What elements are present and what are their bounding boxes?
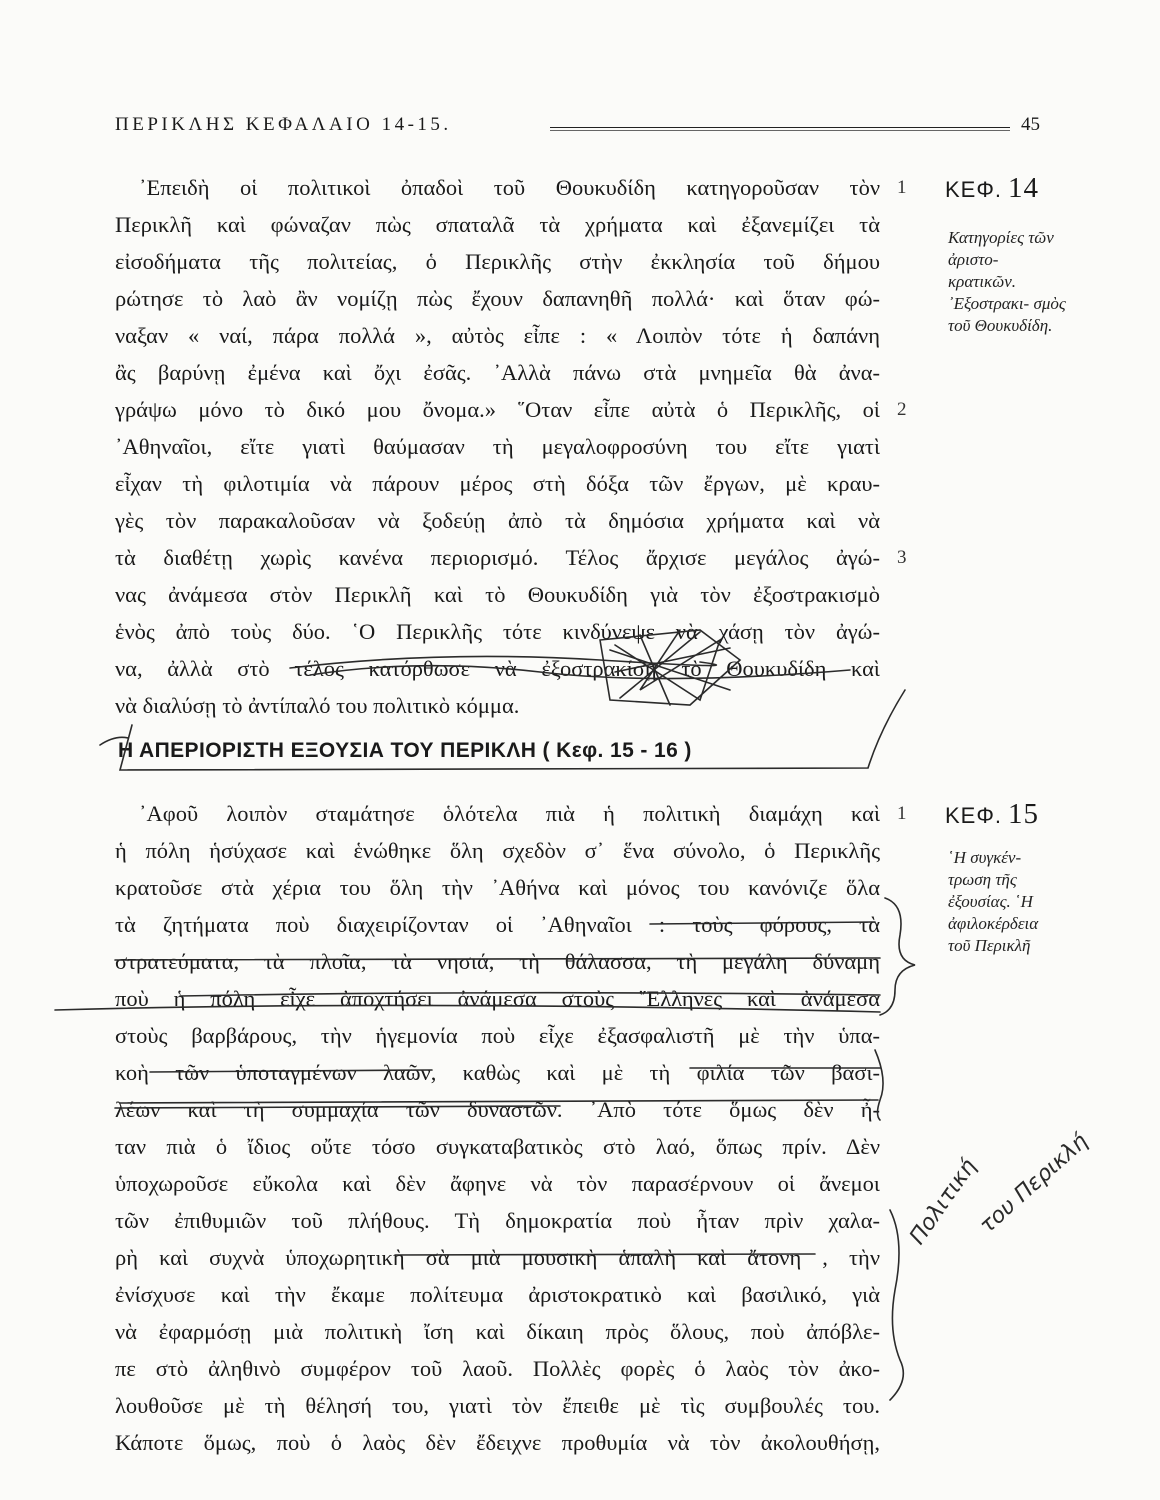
chapter-15-margin-note: ῾Η συγκέν- τρωση τῆς ἐξουσίας. ῾Η ἀφιλοκέρδεια τοῦ Περικλῆ: [948, 848, 1039, 955]
text-line: ᾿Αθηναῖοι, εἴτε γιατὶ θαύμασαν τὴ μεγαλοφροσύνη του εἴτε γιατὶ: [115, 434, 880, 459]
chapter-14-label: [945, 172, 1039, 205]
text-line: ἑνὸς ἀπὸ τοὺς δύο. ῾Ο Περικλῆς τότε κινδύνεψε νὰ χάσῃ τὸν ἀγώ-: [115, 619, 880, 644]
paragraph-number: 1: [897, 803, 907, 824]
text-line: Περικλῆ καὶ φώναζαν πὼς σπαταλᾶ τὰ χρήματα καὶ ἐξανεμίζει τὰ: [115, 212, 880, 237]
handwritten-word: του Περικλή: [975, 1128, 1093, 1239]
chapter-number: 14: [1008, 172, 1040, 204]
curly-brace: [880, 898, 915, 1015]
text-line: ᾿Αφοῦ λοιπὸν σταμάτησε ὁλότελα πιὰ ἡ πολιτικὴ διαμάχη καὶ: [139, 801, 880, 826]
text-line: ρώτησε τὸ λαὸ ἂν νομίζῃ πὼς ἔχουν δαπανηθῆ πολλά· καὶ ὅταν φώ-: [115, 286, 880, 311]
text-line: εἰσοδήματα τῆς πολιτείας, ὁ Περικλῆς στὴν ἐκκλησία τοῦ δήμου: [115, 249, 880, 274]
section-heading: Η ΑΠΕΡΙΟΡΙΣΤΗ ΕΞΟΥΣΙΑ ΤΟΥ ΠΕΡΙΚΛΗ ( Κεφ. 15 - 16 ): [118, 739, 692, 762]
text-line: Κάποτε ὅμως, ποὺ ὁ λαὸς δὲν ἔδειχνε προθυμία νὰ τὸν ἀκολουθήσῃ,: [115, 1430, 880, 1455]
text-line: ἂς βαρύνῃ ἐμένα καὶ ὄχι ἐσᾶς. ᾿Αλλὰ πάνω στὰ μνημεῖα θὰ ἀνα-: [115, 360, 880, 385]
chapter-number: 15: [1008, 798, 1040, 830]
text-line: ποὺ ἡ πόλη εἶχε ἀποχτήσει ἀνάμεσα στοὺς ῞Ελληνες καὶ ἀνάμεσα: [115, 986, 880, 1011]
chapter-14-margin-note: Κατηγορίες τῶν ἀριστο- κρατικῶν. ᾿Εξοστρακι- σμὸς τοῦ Θουκυδίδη.: [948, 228, 1066, 335]
text-line: λουθοῦσε μὲ τὴ θέλησή του, γιατὶ τὸν ἔπειθε μὲ τὶς συμβουλές του.: [115, 1393, 880, 1418]
text-line: κρατοῦσε στὰ χέρια του ὅλη τὴν ᾿Αθήνα καὶ μόνος του κανόνιζε ὅλα: [115, 875, 880, 900]
text-line: ἡ πόλη ἡσύχασε καὶ ἑνώθηκε ὅλη σχεδὸν σ᾿ ἕνα σύνολο, ὁ Περικλῆς: [115, 838, 880, 863]
text-line: τὰ ζητήματα ποὺ διαχειρίζονταν οἱ ᾿Αθηναῖοι : τοὺς φόρους, τὰ: [115, 912, 880, 937]
text-line: τῶν ἐπιθυμιῶν τοῦ πλήθους. Τὴ δημοκρατία ποὺ ἦταν πρὶν χαλα-: [115, 1208, 880, 1233]
paragraph-number: 1: [897, 177, 907, 198]
text-line: γὲς τὸν παρακαλοῦσαν νὰ ξοδεύῃ ἀπὸ τὰ δημόσια χρήματα καὶ νὰ: [115, 508, 880, 533]
text-line: εἶχαν τὴ φιλοτιμία νὰ πάρουν μέρος στὴ δόξα τῶν ἔργων, μὲ κραυ-: [115, 471, 880, 496]
paragraph-number: 3: [897, 547, 907, 568]
handwritten-word: Πολιτική: [905, 1154, 982, 1250]
text-line: νὰ ἐφαρμόσῃ μιὰ πολιτικὴ ἴση καὶ δίκαιη πρὸς ὅλους, ποὺ ἀπόβλε-: [115, 1319, 880, 1344]
running-head-rule: [550, 127, 1010, 131]
text-line: κοὴ τῶν ὑποταγμένων λαῶν, καθὼς καὶ μὲ τὴ φιλία τῶν βασι-: [115, 1060, 880, 1085]
chapter-15-label: [945, 798, 1039, 831]
text-line: ἐνίσχυσε καὶ τὴν ἔκαμε πολίτευμα ἀριστοκρατικὸ καὶ βασιλικό, γιὰ: [115, 1282, 880, 1307]
text-line: λέων καὶ τὴ συμμαχία τῶν δυναστῶν. ᾿Απὸ τότε ὅμως δὲν ἦ-: [115, 1097, 880, 1122]
running-head: [115, 114, 1040, 140]
text-line: να, ἀλλὰ στὸ τέλος κατόρθωσε νὰ ἐξοστρακίσῃ τὸ Θουκυδίδη καὶ: [115, 656, 880, 681]
text-line: ᾿Επειδὴ οἱ πολιτικοὶ ὀπαδοὶ τοῦ Θουκυδίδη κατηγοροῦσαν τὸν: [139, 175, 880, 200]
text-line: στοὺς βαρβάρους, τὴν ἡγεμονία ποὺ εἶχε ἐξασφαλιστῆ μὲ τὴν ὑπα-: [115, 1023, 880, 1048]
text-line: τὰ διαθέτῃ χωρὶς κανένα περιορισμό. Τέλος ἄρχισε μεγάλος ἀγώ-: [115, 545, 880, 570]
handwritten-margin-note: [905, 1128, 1160, 1305]
running-head-title: ΠΕΡΙΚΛΗΣ ΚΕΦΑΛΑΙΟ 14-15.: [115, 114, 452, 135]
text-line: γράψω μόνο τὸ δικό μου ὄνομα.» ῞Οταν εἶπε αὐτὰ ὁ Περικλῆς, οἱ: [115, 397, 880, 422]
text-line: νὰ διαλύσῃ τὸ ἀντίπαλό του πολιτικὸ κόμμα.: [115, 693, 520, 718]
chapter-label-text: ΚΕΦ.: [945, 803, 1003, 828]
paragraph-number: 2: [897, 399, 907, 420]
text-line: νας ἀνάμεσα στὸν Περικλῆ καὶ τὸ Θουκυδίδη γιὰ τὸν ἐξοστρακισμὸ: [115, 582, 880, 607]
text-line: ρὴ καὶ συχνὰ ὑποχωρητικὴ σὰ μιὰ μουσικὴ ἁπαλὴ καὶ ἄτονη , τὴν: [115, 1245, 880, 1270]
margin-bracket: [890, 1210, 903, 1400]
text-line: στρατεύματα, τὰ πλοῖα, τὰ νησιά, τὴ θάλασσα, τὴ μεγάλη δύναμη: [115, 949, 880, 974]
chapter-label-text: ΚΕΦ.: [945, 177, 1003, 202]
text-line: ὑποχωροῦσε εὔκολα καὶ δὲν ἄφηνε νὰ τὸν παρασέρνουν οἱ ἄνεμοι: [115, 1171, 880, 1196]
text-line: ταν πιὰ ὁ ἴδιος οὔτε τόσο συγκαταβατικὸς στὸ λαό, ὅπως πρίν. Δὲν: [115, 1134, 880, 1159]
page-number: 45: [1021, 114, 1040, 135]
text-line: πε στὸ ἀληθινὸ συμφέρον τοῦ λαοῦ. Πολλὲς φορὲς ὁ λαὸς τὸν ἀκο-: [115, 1356, 880, 1381]
text-line: ναξαν « ναί, πάρα πολλά », αὐτὸς εἶπε : « Λοιπὸν τότε ἡ δαπάνη: [115, 323, 880, 348]
